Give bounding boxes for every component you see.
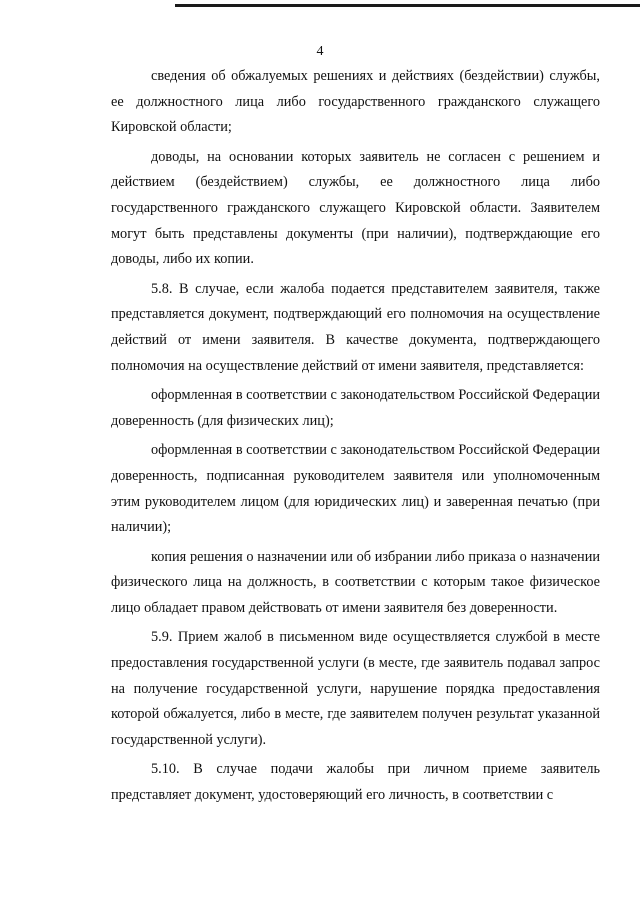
paragraph-5-10: 5.10. В случае подачи жалобы при личном приеме заявитель представляет документ, удостоверяющий его личность, в соответствии с — [111, 761, 600, 804]
paragraph-appointment-decision: копия решения о назначении или об избрании либо приказа о назначении физического лица на должность, в соответствии с которым такое физическое лицо обладает правом действовать от имени заявителя без доверенности. — [111, 548, 600, 616]
paragraph-arguments: доводы, на основании которых заявитель не согласен с решением и действием (бездействием) службы, ее должностного лица либо государственного гражданского служащего Кировской области. Заявителем могут быть представлены документы (при наличии), подтверждающие его доводы, либо их копии. — [111, 148, 600, 268]
document-body — [111, 64, 600, 813]
paragraph-individual-power-of-attorney: оформленная в соответствии с законодательством Российской Федерации доверенность (для физических лиц); — [111, 387, 600, 429]
paragraph-complaint-info: сведения об обжалуемых решениях и действиях (бездействии) службы, ее должностного лица либо государственного гражданского служащего Кировской области; — [111, 68, 600, 136]
top-rule — [175, 4, 640, 7]
paragraph-legal-entity-power-of-attorney: оформленная в соответствии с законодательством Российской Федерации доверенность, подписанная руководителем заявителя или уполномоченным этим руководителем лицом (для юридических лиц) и заверенная печатью (при наличии); — [111, 442, 600, 536]
paragraph-5-9: 5.9. Прием жалоб в письменном виде осуществляется службой в месте предоставления государственной услуги (в месте, где заявитель подавал запрос на получение государственной услуги, нарушение порядка предоставления которой обжалуется, либо в месте, где заявителем получен результат указанной государственной услуги). — [111, 629, 600, 748]
paragraph-5-8: 5.8. В случае, если жалоба подается представителем заявителя, также представляется документ, подтверждающий его полномочия на осуществление действий от имени заявителя. В качестве документа, подтверждающего полномочия на осуществление действий от имени заявителя, представляется: — [111, 280, 600, 374]
page-number: 4 — [316, 44, 324, 59]
